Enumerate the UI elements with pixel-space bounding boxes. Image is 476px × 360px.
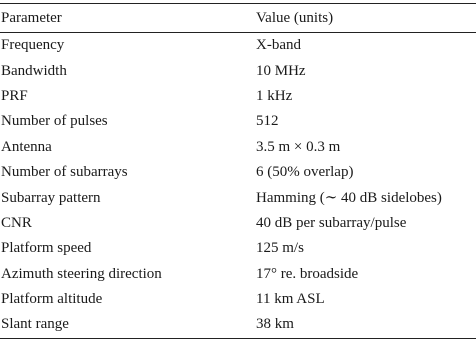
table-row (0, 236, 476, 261)
row-prf-value: 1 kHz (256, 87, 293, 104)
table-row (0, 160, 476, 185)
table-row (0, 211, 476, 236)
row-platform-speed-parameter: Platform speed (1, 240, 92, 257)
row-number-of-pulses-parameter: Number of pulses (1, 113, 108, 130)
row-frequency-value: X-band (256, 37, 301, 54)
row-bandwidth-value: 10 MHz (256, 62, 306, 79)
row-number-of-subarrays-parameter: Number of subarrays (1, 164, 128, 181)
row-antenna-parameter: Antenna (1, 138, 52, 155)
row-cnr-parameter: CNR (1, 214, 32, 231)
table-row (0, 109, 476, 134)
row-frequency-parameter: Frequency (1, 37, 65, 54)
row-cnr-value: 40 dB per subarray/pulse (256, 214, 407, 231)
table-row (0, 262, 476, 287)
table-row (0, 312, 476, 338)
row-subarray-pattern-value: Hamming (∼ 40 dB sidelobes) (256, 189, 442, 206)
row-subarray-pattern-parameter: Subarray pattern (1, 189, 101, 206)
row-number-of-subarrays-value: 6 (50% overlap) (256, 164, 354, 181)
row-prf-parameter: PRF (1, 87, 28, 104)
parameter-table (0, 3, 476, 339)
row-bandwidth-parameter: Bandwidth (1, 62, 67, 79)
header-value-units: Value (units) (256, 9, 334, 26)
row-slant-range-value: 38 km (256, 316, 294, 333)
table-row (0, 185, 476, 210)
table-header-row (0, 4, 476, 33)
row-platform-altitude-value: 11 km ASL (256, 291, 325, 308)
row-azimuth-steering-direction-value: 17° re. broadside (256, 265, 359, 282)
table-row (0, 84, 476, 109)
row-azimuth-steering-direction-parameter: Azimuth steering direction (1, 265, 162, 282)
row-platform-altitude-parameter: Platform altitude (1, 291, 103, 308)
row-antenna-value: 3.5 m × 0.3 m (256, 138, 341, 155)
table-row (0, 135, 476, 160)
row-platform-speed-value: 125 m/s (256, 240, 304, 257)
row-slant-range-parameter: Slant range (1, 316, 69, 333)
row-number-of-pulses-value: 512 (256, 113, 279, 130)
table-row (0, 58, 476, 83)
table-row (0, 33, 476, 59)
header-parameter: Parameter (1, 9, 62, 26)
table-row (0, 287, 476, 312)
